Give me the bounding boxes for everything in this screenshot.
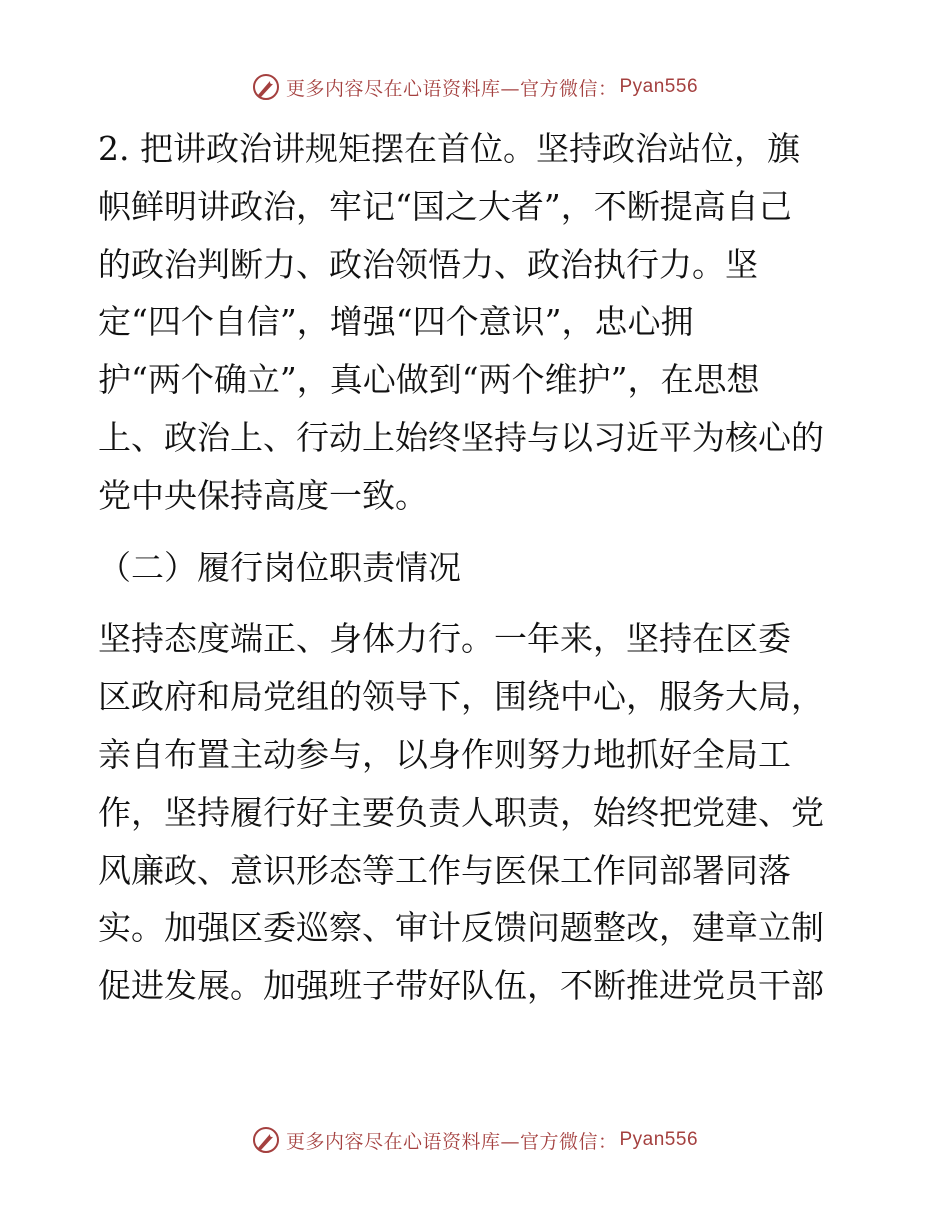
watermark-text: 更多内容尽在心语资料库—官方微信： xyxy=(285,1130,618,1153)
text-line: 上、政治上、行动上始终坚持与以习近平为核心的 xyxy=(98,417,824,457)
text-line: 风廉政、意识形态等工作与医保工作同部署同落 xyxy=(98,850,791,890)
text-line: 帜鲜明讲政治，牢记“国之大者”，不断提高自己 xyxy=(98,186,792,226)
text-line: 护“两个确立”，真心做到“两个维护”，在思想 xyxy=(98,360,760,400)
pen-logo-icon xyxy=(252,73,280,101)
text-line: 党中央保持高度一致。 xyxy=(98,475,428,515)
watermark-id: Pyan556 xyxy=(619,1129,699,1150)
text-line: 实。加强区委巡察、审计反馈问题整改，建章立制 xyxy=(98,908,824,948)
text-line: 亲自布置主动参与，以身作则努力地抓好全局工 xyxy=(98,734,791,774)
text-line: 促进发展。加强班子带好队伍，不断推进党员干部 xyxy=(98,966,824,1006)
text-line: 的政治判断力、政治领悟力、政治执行力。坚 xyxy=(98,244,758,284)
text-line: 2. 把讲政治讲规矩摆在首位。坚持政治站位，旗 xyxy=(98,129,800,168)
watermark-footer xyxy=(0,1126,950,1154)
text-line: 坚持态度端正、身体力行。一年来，坚持在区委 xyxy=(98,619,791,659)
section-heading: （二）履行岗位职责情况 xyxy=(98,547,461,587)
document-body xyxy=(98,120,858,1015)
watermark-header xyxy=(0,73,950,101)
pen-logo-icon xyxy=(252,1126,280,1154)
paragraph-political-discipline xyxy=(98,120,858,525)
watermark-text: 更多内容尽在心语资料库—官方微信： xyxy=(285,77,618,100)
text-line: 作，坚持履行好主要负责人职责，始终把党建、党 xyxy=(98,792,824,832)
paragraph-job-duties xyxy=(98,610,858,1015)
text-line: 定“四个自信”，增强“四个意识”，忠心拥 xyxy=(98,302,694,342)
watermark-id: Pyan556 xyxy=(619,76,699,97)
text-line: 区政府和局党组的领导下，围绕中心，服务大局， xyxy=(98,677,824,717)
